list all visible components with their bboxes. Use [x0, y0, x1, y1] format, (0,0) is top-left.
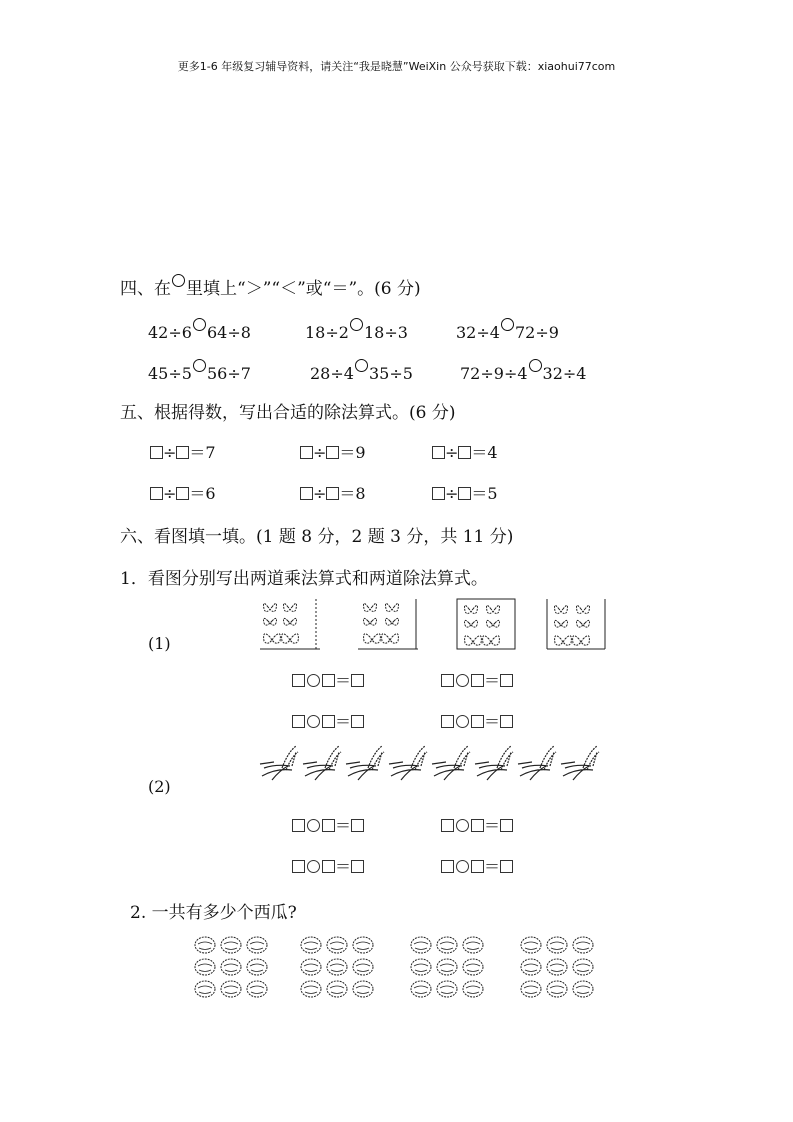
- compare-circle[interactable]: [350, 318, 363, 331]
- butterfly-icon: [258, 597, 322, 651]
- compare-item-4: 45÷5 56÷7: [148, 359, 251, 383]
- section-4-title-a: 四、在: [120, 279, 171, 299]
- compare-circle[interactable]: [193, 318, 206, 331]
- compare-circle[interactable]: [529, 359, 542, 372]
- compare-item-5: 28÷4 35÷5: [310, 359, 413, 383]
- division-blank-5[interactable]: ÷ ＝8: [300, 481, 366, 504]
- equation-blank[interactable]: ＝: [441, 813, 513, 836]
- compare-circle[interactable]: [501, 318, 514, 331]
- compare-circle[interactable]: [355, 359, 368, 372]
- circle-symbol: [172, 274, 185, 287]
- compare-circle[interactable]: [193, 359, 206, 372]
- equation-blank[interactable]: ＝: [441, 854, 513, 877]
- equation-blank[interactable]: ＝: [441, 668, 513, 691]
- compare-item-6: 72÷9÷4 32÷4: [460, 359, 586, 383]
- division-blank-3[interactable]: ÷ ＝4: [432, 440, 498, 463]
- butterfly-group-4: [545, 597, 609, 655]
- watermelon-icon: [190, 934, 610, 1004]
- butterfly-icon: [545, 597, 609, 651]
- compare-item-2: 18÷2 18÷3: [305, 318, 408, 342]
- division-blank-6[interactable]: ÷ ＝5: [432, 481, 498, 504]
- part-2-label: (2): [148, 777, 171, 796]
- equation-blank[interactable]: ＝: [292, 709, 364, 732]
- section-5-title: 五、根据得数，写出合适的除法算式。(6 分): [120, 403, 456, 423]
- section-4-title: [120, 274, 421, 299]
- butterfly-group-3: [455, 597, 519, 655]
- carrot-bunches: [258, 742, 610, 792]
- butterfly-icon: [356, 597, 420, 651]
- butterfly-icon: [455, 597, 519, 651]
- division-blank-2[interactable]: ÷ ＝9: [300, 440, 366, 463]
- division-blank-1[interactable]: ÷ ＝7: [150, 440, 216, 463]
- question-2: 2. 一共有多少个西瓜?: [130, 903, 297, 923]
- page-header: 更多1-6 年级复习辅导资料，请关注“我是晓慧”WeiXin 公众号获取下载：xiaohui77com: [177, 60, 616, 73]
- division-blank-4[interactable]: ÷ ＝6: [150, 481, 216, 504]
- butterfly-group-2: [356, 597, 420, 655]
- compare-item-3: 32÷4 72÷9: [456, 318, 559, 342]
- butterfly-group-1: [258, 597, 322, 655]
- section-4-title-b: 里填上“＞”“＜”或“＝”。(6 分): [186, 279, 421, 299]
- question-1: 1．看图分别写出两道乘法算式和两道除法算式。: [120, 569, 488, 589]
- equation-blank[interactable]: ＝: [292, 813, 364, 836]
- equation-blank[interactable]: ＝: [292, 668, 364, 691]
- watermelon-groups: [190, 934, 610, 1008]
- section-6-title: 六、看图填一填。(1 题 8 分，2 题 3 分，共 11 分): [120, 527, 514, 547]
- compare-item-1: 42÷6 64÷8: [148, 318, 251, 342]
- part-1-label: (1): [148, 634, 171, 653]
- carrot-icon: [258, 742, 610, 788]
- equation-blank[interactable]: ＝: [441, 709, 513, 732]
- equation-blank[interactable]: ＝: [292, 854, 364, 877]
